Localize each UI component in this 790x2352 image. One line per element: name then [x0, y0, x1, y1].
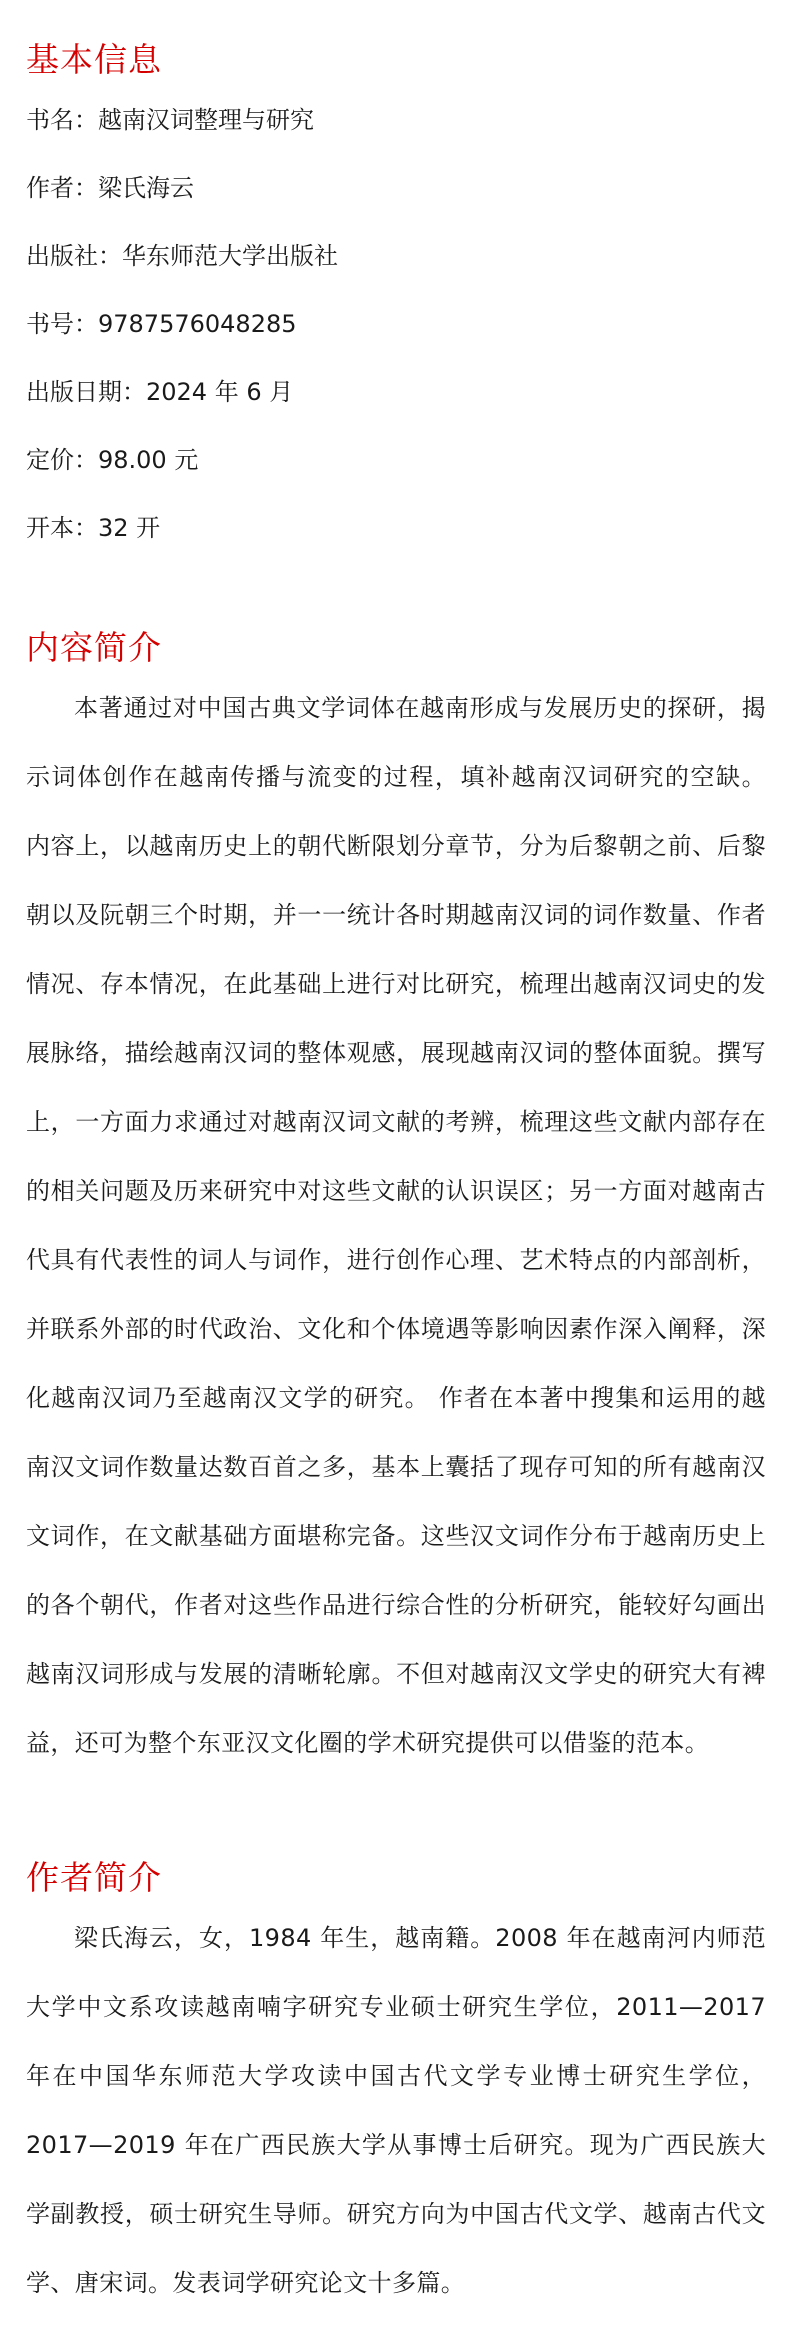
basic-info-list	[26, 86, 766, 562]
author-line: 作者：梁氏海云	[26, 174, 194, 202]
publish-date-line: 出版日期：2024 年 6 月	[26, 378, 294, 406]
price-line: 定价：98.00 元	[26, 446, 199, 474]
author-intro-text: 梁氏海云，女，1984 年生，越南籍。2008 年在越南河内师范大学中文系攻读越南喃字研究专业硕士研究生学位，2011—2017 年在中国华东师范大学攻读中国古代文学专业博士研究生学位，2017—2019 年在广西民族大学从事博士后研究。现为广西民族大学副教授，硕士研究生导师。研究方向为中国古代文学、越南古代文学、唐宋词。发表词学研究论文十多篇。	[26, 1924, 766, 2297]
publisher-line: 出版社：华东师范大学出版社	[26, 242, 338, 270]
basic-info-heading: 基本信息	[26, 40, 162, 79]
isbn-line: 书号：9787576048285	[26, 310, 297, 338]
content-intro-text: 本著通过对中国古典文学词体在越南形成与发展历史的探研，揭示词体创作在越南传播与流变的过程，填补越南汉词研究的空缺。 内容上，以越南历史上的朝代断限划分章节，分为后黎朝之前、后黎朝以及阮朝三个时期，并一一统计各时期越南汉词的词作数量、作者情况、存本情况，在此基础上进行对比研究，梳理出越南汉词史的发展脉络，描绘越南汉词的整体观感，展现越南汉词的整体面貌。撰写上，一方面力求通过对越南汉词文献的考辨，梳理这些文献内部存在的相关问题及历来研究中对这些文献的认识误区；另一方面对越南古代具有代表性的词人与词作，进行创作心理、艺术特点的内部剖析，并联系外部的时代政治、文化和个体境遇等影响因素作深入阐释，深化越南汉词乃至越南汉文学的研究。 作者在本著中搜集和运用的越南汉文词作数量达数百首之多，基本上囊括了现存可知的所有越南汉文词作，在文献基础方面堪称完备。这些汉文词作分布于越南历史上的各个朝代，作者对这些作品进行综合性的分析研究，能较好勾画出越南汉词形成与发展的清晰轮廓。不但对越南汉文学史的研究大有裨益，还可为整个东亚汉文化圈的学术研究提供可以借鉴的范本。	[26, 694, 766, 1757]
format-line: 开本：32 开	[26, 514, 161, 542]
author-intro-heading: 作者简介	[26, 1858, 162, 1897]
book-title-line: 书名：越南汉词整理与研究	[26, 106, 314, 134]
content-intro-heading: 内容简介	[26, 628, 162, 667]
